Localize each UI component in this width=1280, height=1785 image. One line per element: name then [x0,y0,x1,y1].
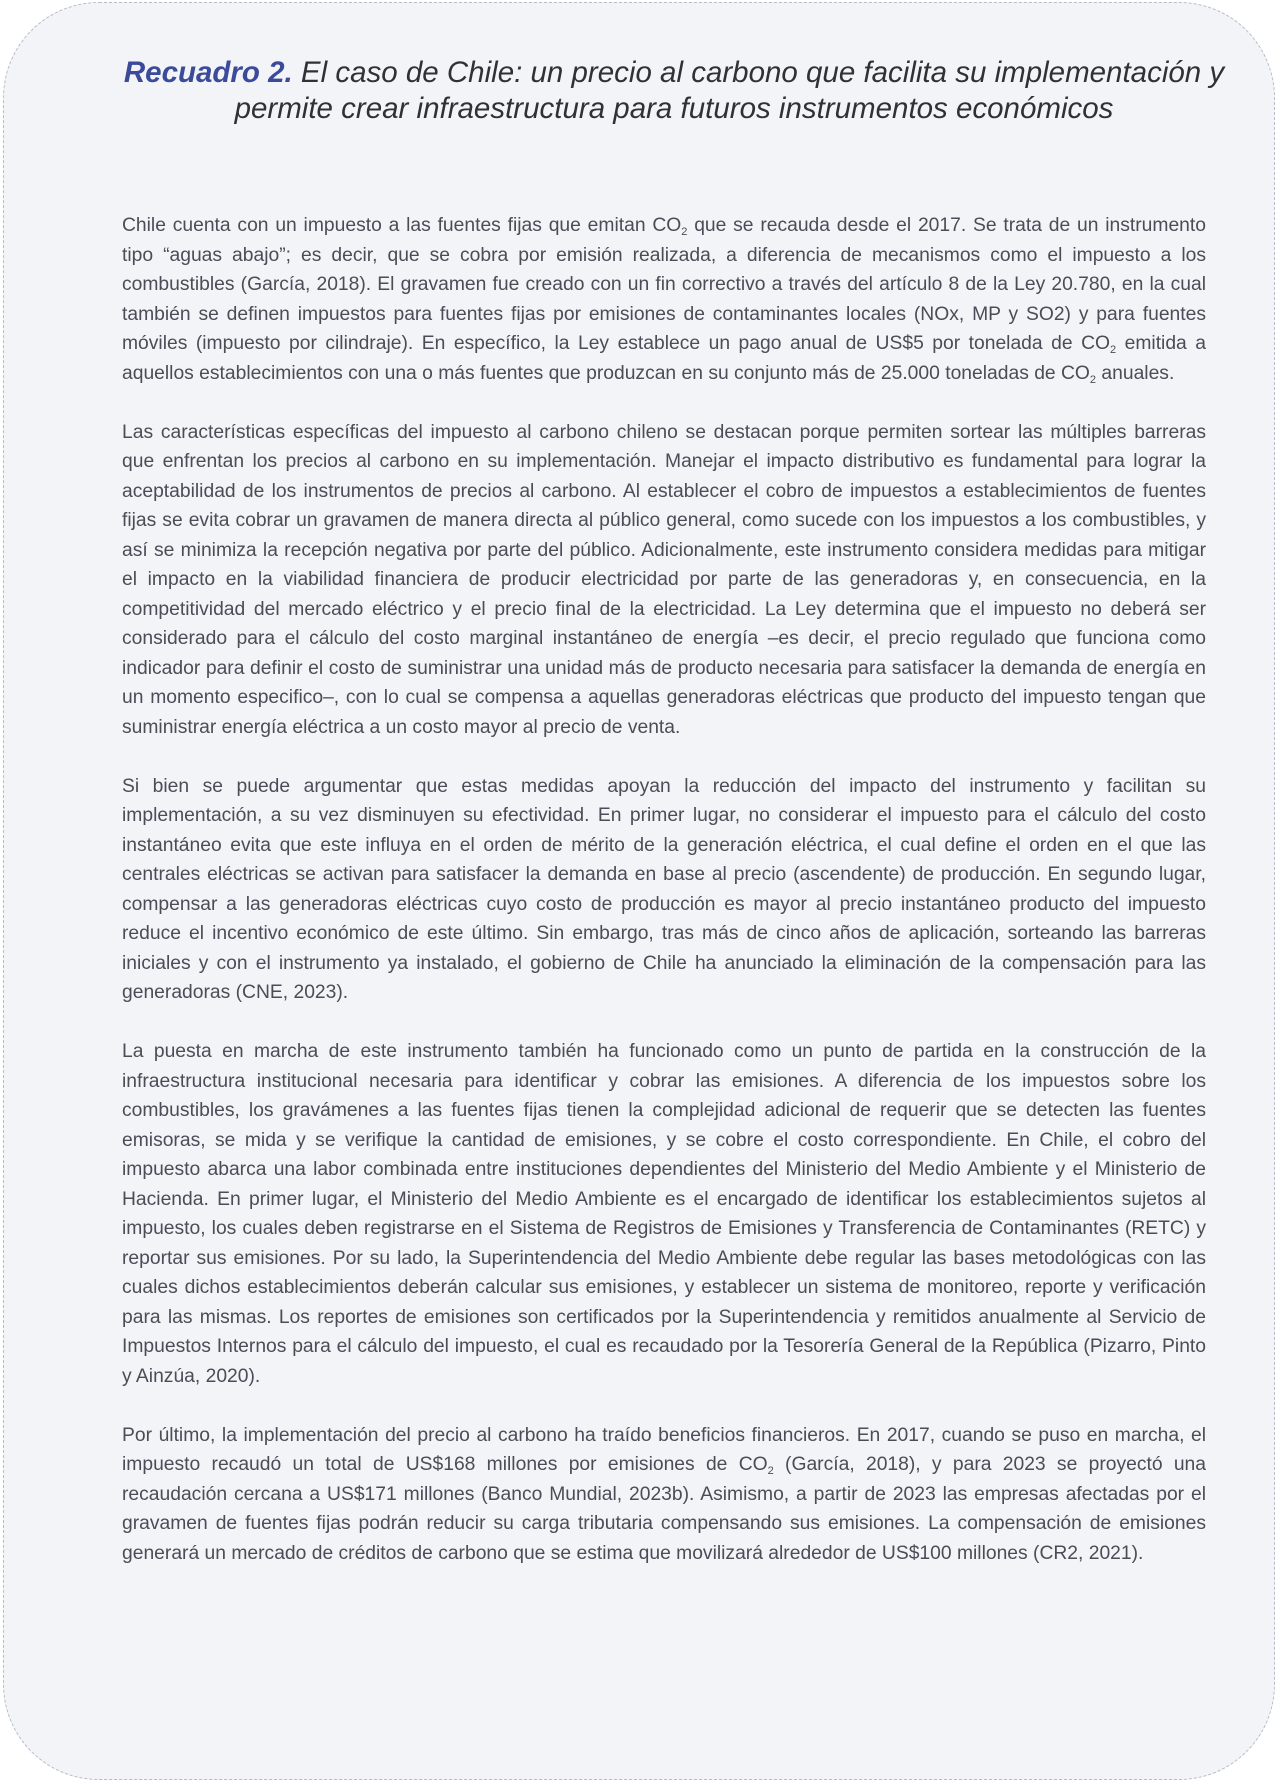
box-title [122,55,1226,127]
box-body [122,211,1206,1598]
paragraph-1-part-d: anuales. [1096,362,1175,384]
box-title-lead: Recuadro 2. [123,56,293,89]
paragraph-3: Si bien se puede argumentar que estas medidas apoyan la reducción del impacto del instrumento y facilitan su implementación, a su vez disminuyen su efectividad. En primer lugar, no considerar el impuesto para el cálculo del costo instantáneo evita que este influya en el orden de mérito de la generación eléctrica, el cual define el orden en el que las centrales eléctricas se activan para satisfacer la demanda en base al precio (ascendente) de producción. En segundo lugar, compensar a las generadoras eléctricas cuyo costo de producción es mayor al precio instantáneo producto del impuesto reduce el incentivo económico de este último. Sin embargo, tras más de cinco años de aplicación, sorteando las barreras iniciales y con el instrumento ya instalado, el gobierno de Chile ha anunciado la eliminación de la compensación para las generadoras (CNE, 2023). [122,775,1206,1003]
paragraph-2: Las características específicas del impuesto al carbono chileno se destacan porque permiten sortear las múltiples barreras que enfrentan los precios al carbono en su implementación. Manejar el impacto distributivo es fundamental para lograr la aceptabilidad de los instrumentos de precios al carbono. Al establecer el cobro de impuestos a establecimientos de fuentes fijas se evita cobrar un gravamen de manera directa al público general, como sucede con los impuestos a los combustibles, y así se minimiza la recepción negativa por parte del público. Adicionalmente, este instrumento considera medidas para mitigar el impacto en la viabilidad financiera de producir electricidad por parte de las generadoras y, en consecuencia, en la competitividad del mercado eléctrico y el precio final de la electricidad. La Ley determina que el impuesto no deberá ser considerado para el cálculo del costo marginal instantáneo de energía –es decir, el precio regulado que funciona como indicador para definir el costo de suministrar una unidad más de producto necesaria para satisfacer la demanda de energía en un momento especifico–, con lo cual se compensa a aquellas generadoras eléctricas que producto del impuesto tengan que suministrar energía eléctrica a un costo mayor al precio de venta. [122,421,1206,738]
paragraph-1 [122,211,1206,388]
paragraph-5-part-a: Por último, la implementación del precio al carbono ha traído beneficios financieros. En 2017, cuando se puso en marcha, el impuesto recaudó un total de US$168 millones por emisiones de CO [122,1424,1206,1475]
subscript: 2 [681,226,688,238]
box-title-text: El caso de Chile: un precio al carbono que facilita su implementación y permite crear infraestructura para futuros instrumentos económicos [234,56,1225,125]
subscript: 2 [1110,344,1117,356]
text-box-recuadro [3,2,1275,1780]
paragraph-5-part-b: (García, 2018), y para 2023 se proyectó una recaudación cercana a US$171 millones (Banco Mundial, 2023b). Asimismo, a partir de 2023 las empresas afectadas por el gravamen de fuentes fijas podrán reducir su carga tributaria compensando sus emisiones. La compensación de emisiones generará un mercado de créditos de carbono que se estima que movilizará alrededor de US$100 millones (CR2, 2021). [122,1454,1207,1564]
paragraph-4: La puesta en marcha de este instrumento también ha funcionado como un punto de partida en la construcción de la infraestructura institucional necesaria para identificar y cobrar las emisiones. A diferencia de los impuestos sobre los combustibles, los gravámenes a las fuentes fijas tienen la complejidad adicional de requerir que se detecten las fuentes emisoras, se mida y se verifique la cantidad de emisiones, y se cobre el costo correspondiente. En Chile, el cobro del impuesto abarca una labor combinada entre instituciones dependientes del Ministerio del Medio Ambiente y el Ministerio de Hacienda. En primer lugar, el Ministerio del Medio Ambiente es el encargado de identificar los establecimientos sujetos al impuesto, los cuales deben registrarse en el Sistema de Registros de Emisiones y Transferencia de Contaminantes (RETC) y reportar sus emisiones. Por su lado, la Superintendencia del Medio Ambiente debe regular las bases metodológicas con las cuales dichos establecimientos deberán calcular sus emisiones, y establecer un sistema de monitoreo, reporte y verificación para las mismas. Los reportes de emisiones son certificados por la Superintendencia y remitidos anualmente al Servicio de Impuestos Internos para el cálculo del impuesto, el cual es recaudado por la Tesorería General de la República (Pizarro, Pinto y Ainzúa, 2020). [122,1041,1206,1387]
subscript: 2 [767,1465,774,1477]
paragraph-1-part-a: Chile cuenta con un impuesto a las fuentes fijas que emitan CO [122,215,682,236]
subscript: 2 [1089,373,1097,386]
paragraph-1-part-c: emitida a aquellos establecimientos con una o más fuentes que produzcan en su conjunto más de 25.000 toneladas de CO [122,333,1206,384]
paragraph-1-part-b: que se recauda desde el 2017. Se trata de un instrumento tipo “aguas abajo”; es decir, que se cobra por emisión realizada, a diferencia de mecanismos como el impuesto a los combustibles (García, 2018). El gravamen fue creado con un fin correctivo a través del artículo 8 de la Ley 20.780, en la cual también se definen impuestos para fuentes fijas por emisiones de contaminantes locales (NOx, MP y SO2) y para fuentes móviles (impuesto por cilindraje). En específico, la Ley establece un pago anual de US$5 por tonelada de CO [122,215,1206,354]
paragraph-5 [122,1421,1206,1569]
